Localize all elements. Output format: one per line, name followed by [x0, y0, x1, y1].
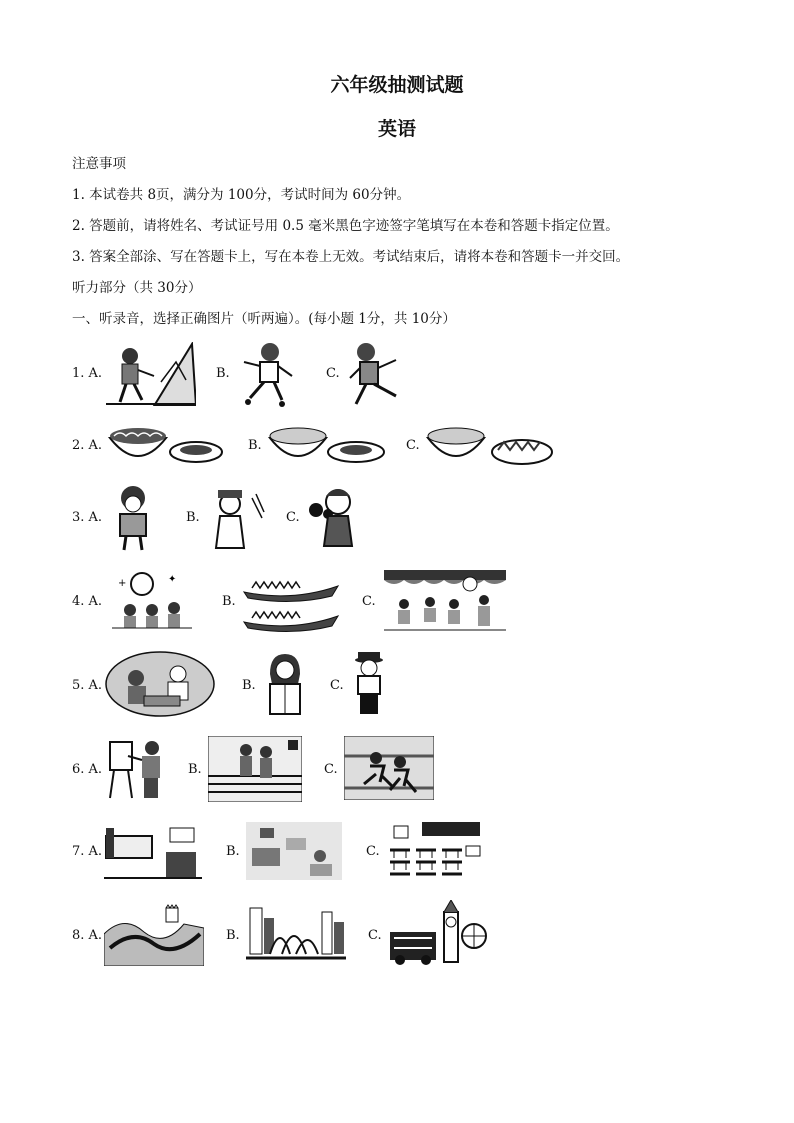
- question-4: [0, 566, 794, 636]
- q7-option-c-picture: [386, 820, 484, 882]
- q8-option-b-label: B.: [226, 928, 240, 943]
- q6-option-c-picture: [344, 736, 434, 800]
- q7-option-b-label: B.: [226, 844, 240, 859]
- q7-option-c-label: C.: [366, 844, 380, 859]
- listening-section-title: 听力部分（共 30分）: [72, 280, 202, 296]
- q8-option-c-picture: [388, 900, 488, 968]
- q1-option-a-picture: [106, 342, 196, 406]
- q1-option-b-label: B.: [216, 366, 230, 381]
- q4-option-b-label: B.: [222, 594, 236, 609]
- q6-option-b-picture: [208, 736, 302, 802]
- q6-option-a-picture: [108, 738, 166, 800]
- q4-option-b-picture: [242, 566, 340, 634]
- q2-option-b-picture: [268, 424, 388, 468]
- question-7: [0, 818, 794, 888]
- q6-option-c-label: C.: [324, 762, 338, 777]
- q2-option-c-picture: [426, 424, 554, 468]
- q4-option-a-picture: [108, 570, 194, 632]
- q8-option-b-picture: [246, 904, 346, 966]
- q3-option-a-picture: [108, 484, 158, 552]
- q5-option-b-label: B.: [242, 678, 256, 693]
- q4-option-c-picture: [384, 570, 506, 634]
- svg-text:✦: ✦: [168, 574, 177, 585]
- q5-option-a-label: 5. A.: [72, 678, 103, 693]
- q5-option-b-picture: [264, 652, 306, 716]
- svg-text:+: +: [118, 578, 127, 589]
- q3-option-a-label: 3. A.: [72, 510, 103, 525]
- q8-option-a-label: 8. A.: [72, 928, 103, 943]
- q6-option-a-label: 6. A.: [72, 762, 103, 777]
- q3-option-c-picture: [306, 484, 362, 550]
- q6-option-b-label: B.: [188, 762, 202, 777]
- q2-option-b-label: B.: [248, 438, 262, 453]
- question-5: [0, 650, 794, 720]
- part1-instructions: 一、听录音，选择正确图片（听两遍）。(每小题 1分，共 10分）: [72, 311, 456, 327]
- q7-option-b-picture: [246, 822, 342, 880]
- q8-option-a-picture: [104, 904, 204, 966]
- note-item-3: 3. 答案全部涂、写在答题卡上，写在本卷上无效。考试结束后，请将本卷和答题卡一并交回。: [72, 249, 630, 265]
- q5-option-a-picture: [104, 650, 216, 718]
- q1-option-a-label: 1. A.: [72, 366, 103, 381]
- q2-option-a-label: 2. A.: [72, 438, 103, 453]
- q5-option-c-label: C.: [330, 678, 344, 693]
- q2-option-a-picture: [108, 424, 224, 468]
- note-item-2: 2. 答题前，请将姓名、考试证号用 0.5 毫米黑色字迹签字笔填写在本卷和答题卡指定位置。: [72, 218, 619, 234]
- question-8: [0, 900, 794, 970]
- q2-option-c-label: C.: [406, 438, 420, 453]
- exam-subject: 英语: [377, 118, 416, 140]
- q7-option-a-picture: [104, 822, 202, 880]
- notes-heading: 注意事项: [72, 156, 126, 172]
- q3-option-b-picture: [206, 488, 266, 550]
- q3-option-c-label: C.: [286, 510, 300, 525]
- question-3: [0, 484, 794, 554]
- q3-option-b-label: B.: [186, 510, 200, 525]
- question-1: [0, 340, 794, 410]
- q4-option-c-label: C.: [362, 594, 376, 609]
- q5-option-c-picture: [352, 650, 386, 716]
- q8-option-c-label: C.: [368, 928, 382, 943]
- q1-option-c-picture: [346, 340, 406, 408]
- note-item-1: 1. 本试卷共 8页，满分为 100分，考试时间为 60分钟。: [72, 187, 411, 203]
- question-2: [0, 420, 794, 490]
- exam-title: 六年级抽测试题: [330, 74, 464, 96]
- q1-option-c-label: C.: [326, 366, 340, 381]
- q7-option-a-label: 7. A.: [72, 844, 103, 859]
- q1-option-b-picture: [236, 340, 296, 408]
- q4-option-a-label: 4. A.: [72, 594, 103, 609]
- question-6: [0, 734, 794, 804]
